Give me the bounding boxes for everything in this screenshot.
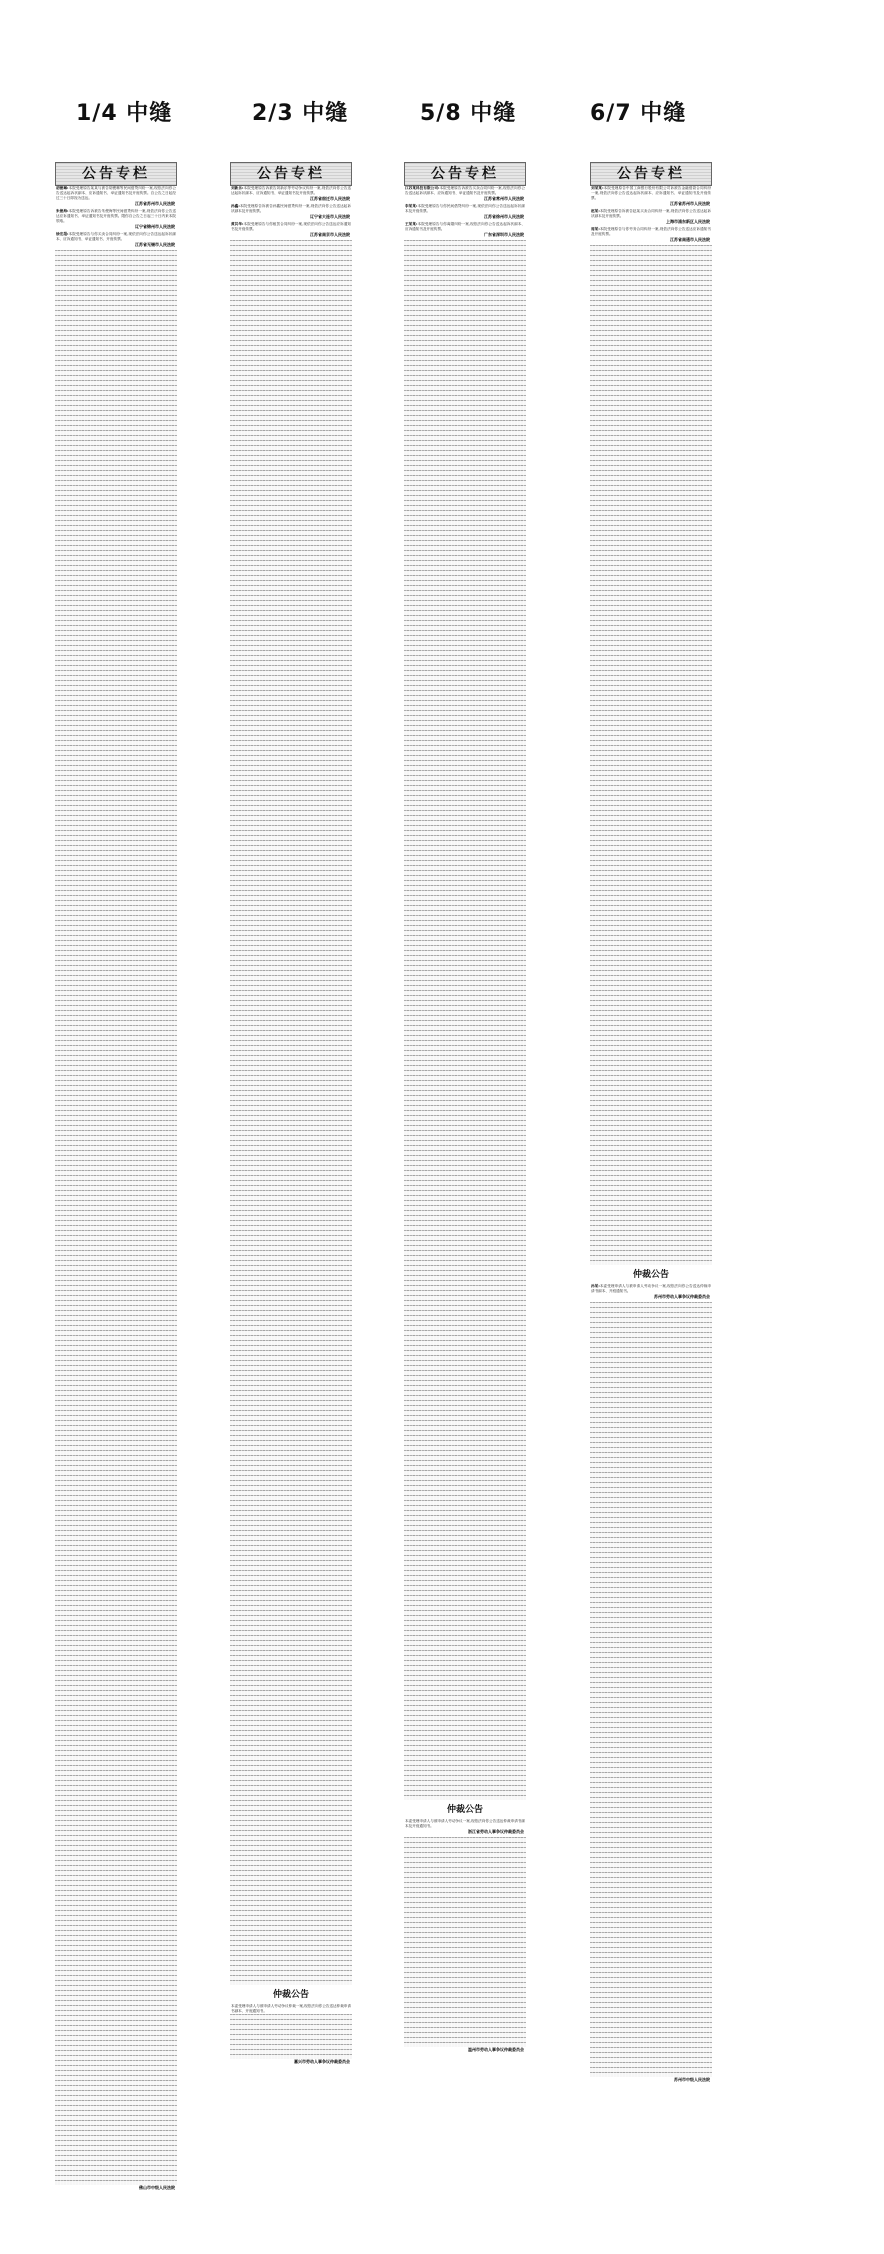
notice-party: 赵某: <box>591 209 600 213</box>
notice-party: 李某某: <box>405 204 418 208</box>
notice-entry <box>230 186 352 202</box>
notice-court: 江苏省无锡市人民法院 <box>135 242 175 247</box>
column-banner: 公告专栏 <box>230 162 352 186</box>
column-banner: 公告专栏 <box>404 162 526 186</box>
notice-text: 本院受理原告诉被告赵某买卖合同纠纷一案,现依法向你公告送达起诉状副本及开庭传票。 <box>591 209 712 218</box>
column-header-1-4: 1/4 中缝 <box>76 101 173 126</box>
closing-court: 嘉兴市劳动人事争议仲裁委员会 <box>294 2059 350 2064</box>
notice-entry <box>590 227 712 243</box>
notice-column-3 <box>404 162 526 2122</box>
notice-entry <box>590 209 712 225</box>
notice-court: 浙江省劳动人事争议仲裁委员会 <box>468 1829 524 1834</box>
closing-court: 温州市劳动人事争议仲裁委员会 <box>468 2047 524 2052</box>
column-body <box>230 186 352 2132</box>
column-banner: 公告专栏 <box>55 162 177 186</box>
notice-party: 江苏某科技有限公司: <box>405 186 440 190</box>
notice-text: 本院受理原告诉被告刘新乐等劳动争议纠纷一案,现依法向你公告送达起诉状副本、应诉通知书、举证通知书及开庭传票。 <box>231 186 352 195</box>
column-header-2-3: 2/3 中缝 <box>252 101 349 126</box>
notice-entry <box>404 204 526 220</box>
notice-court: 江苏省常州市人民法院 <box>484 196 524 201</box>
notice-column-4 <box>590 162 712 2152</box>
notice-text: 本院受理原告与你民间借贷纠纷一案,现依法向你公告送达起诉状副本及开庭传票。 <box>405 204 526 213</box>
notice-text: 本委受理申请人与被申请人劳动争议仲裁一案,现依法向你公告送达仲裁申请书副本、开庭通知书。 <box>231 2004 351 2013</box>
dense-text-block <box>590 1302 712 2077</box>
notice-text: 本院受理原告中国工商银行股份有限公司诉被告金融借款合同纠纷一案,现依法向你公告送达起诉状副本、应诉通知书、举证通知书及开庭传票。 <box>591 186 712 200</box>
notice-text: 本院受理原告与你劳务合同纠纷一案,现依法向你公告送达应诉通知书及开庭传票。 <box>591 227 712 236</box>
notice-party: 孙某: <box>591 1284 600 1288</box>
dense-text-block <box>404 240 526 1800</box>
notice-court: 辽宁省大连市人民法院 <box>310 214 350 219</box>
notice-entry <box>230 2004 352 2014</box>
notice-text: 本院受理原告与你买卖合同纠纷一案,现依法向你公告送达起诉状副本、应诉通知书、举证通知书、开庭传票。 <box>56 232 177 241</box>
notice-party: 孙鑫: <box>231 204 240 208</box>
notice-column-1 <box>55 162 177 2216</box>
column-body <box>55 186 177 2216</box>
notice-court: 上海市浦东新区人民法院 <box>666 219 710 224</box>
column-header-5-8: 5/8 中缝 <box>420 101 517 126</box>
notice-entry <box>55 232 177 248</box>
arbitration-section-title: 仲裁公告 <box>272 1990 309 2000</box>
arbitration-section-title: 仲裁公告 <box>632 1270 669 1280</box>
notice-text: 本院受理原告与你离婚纠纷一案,现依法向你公告送达起诉状副本、应诉通知书及开庭传票。 <box>405 222 526 231</box>
notice-entry <box>404 1819 526 1835</box>
dense-text-block <box>230 2014 352 2059</box>
notice-party: 徐宏超: <box>56 232 69 236</box>
notice-entry <box>230 204 352 220</box>
notice-party: 刘某某: <box>591 186 604 190</box>
notice-party: 胡俊琳: <box>56 186 69 190</box>
notice-party: 朱俊海: <box>56 209 69 213</box>
notice-text: 本委受理申请人与被申请人劳动争议一案,现依法向你公告送达仲裁申请书副本及开庭通知书。 <box>405 1819 525 1828</box>
notice-entry <box>404 186 526 202</box>
notice-text: 本院受理原告诉被告朱俊海等民间借贷纠纷一案,现依法向你公告送达应诉通知书、举证通知书及开庭传票。限你自公告之日起三十日内来本院领取。 <box>56 209 177 223</box>
notice-entry <box>590 1284 712 1300</box>
notice-court: 江苏省苏州市人民法院 <box>135 201 175 206</box>
notice-court: 辽宁省锦州市人民法院 <box>135 224 175 229</box>
notice-text: 本院受理原告诉被告买卖合同纠纷一案,现依法向你公告送达起诉状副本、应诉通知书、举证通知书及开庭传票。 <box>405 186 525 195</box>
column-header-6-7: 6/7 中缝 <box>590 101 687 126</box>
notice-text: 本院受理原告与你租赁合同纠纷一案,现依法向你公告送达应诉通知书及开庭传票。 <box>231 222 352 231</box>
notice-party: 周某: <box>591 227 600 231</box>
notice-court: 江苏省苏州市人民法院 <box>670 201 710 206</box>
notice-entry <box>404 222 526 238</box>
notice-party: 王某某: <box>405 222 418 226</box>
notice-court: 苏州市劳动人事争议仲裁委员会 <box>654 1294 710 1299</box>
column-body <box>590 186 712 2152</box>
dense-text-block <box>55 250 177 2185</box>
closing-court: 苏州市中级人民法院 <box>674 2077 710 2082</box>
dense-text-block <box>230 240 352 1985</box>
arbitration-section-title: 仲裁公告 <box>446 1805 483 1815</box>
notice-court: 江苏省徐州市人民法院 <box>484 214 524 219</box>
notice-court: 广东省深圳市人民法院 <box>484 232 524 237</box>
notice-text: 本委受理申请人与被申请人劳动争议一案,现依法向你公告送达仲裁申请书副本、开庭通知书。 <box>591 1284 712 1293</box>
notice-party: 黄其华: <box>231 222 244 226</box>
column-banner: 公告专栏 <box>590 162 712 186</box>
notice-entry <box>230 222 352 238</box>
notice-court: 江苏省南京市人民法院 <box>310 232 350 237</box>
notice-entry <box>55 186 177 207</box>
dense-text-block <box>590 245 712 1265</box>
notice-court: 江苏省南通市人民法院 <box>670 237 710 242</box>
notice-text: 本院受理原告某某与被告胡俊琳等民间借贷纠纷一案,现依法向你公告送达起诉状副本、应诉通知书、举证通知书及开庭传票。自公告之日起经过三十日即视为送达。 <box>56 186 177 200</box>
notice-party: 刘新乐: <box>231 186 244 190</box>
notice-entry <box>55 209 177 230</box>
notice-court: 江苏省宿迁市人民法院 <box>310 196 350 201</box>
column-body <box>404 186 526 2122</box>
notice-text: 本院受理原告诉被告孙鑫民间借贷纠纷一案,现依法向你公告送达起诉状副本及开庭传票。 <box>231 204 352 213</box>
notice-entry <box>590 186 712 207</box>
closing-court: 佛山市中级人民法院 <box>139 2185 175 2190</box>
dense-text-block <box>404 1837 526 2047</box>
notice-column-2 <box>230 162 352 2132</box>
